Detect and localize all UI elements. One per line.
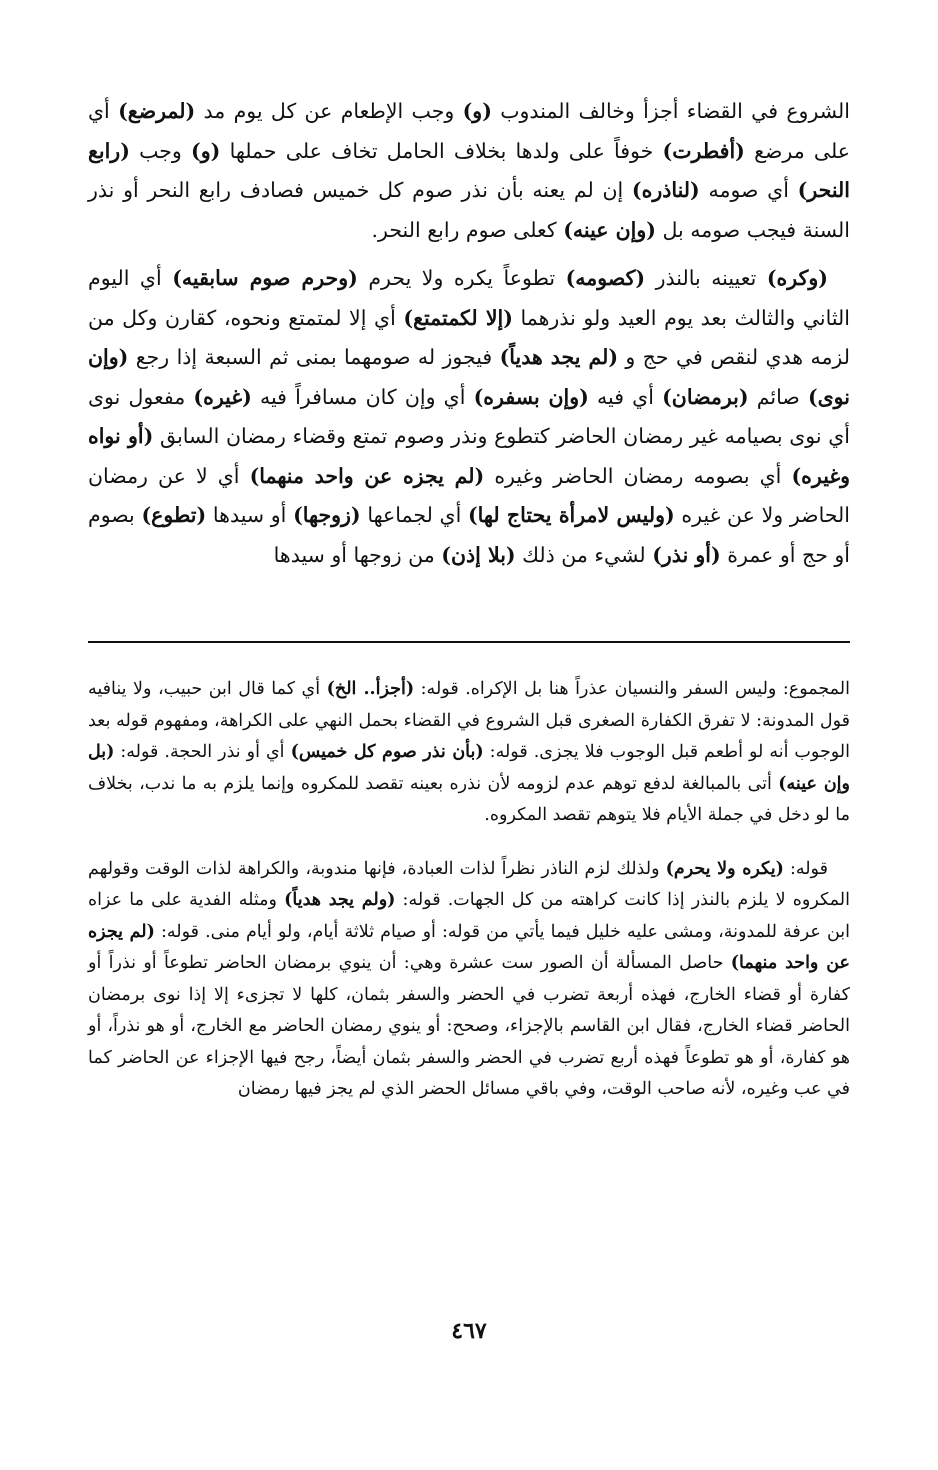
text-run: أي كما قال ابن حبيب، ولا ينافيه قول المدونة: لا تفرق الكفارة الصغرى قبل الشروع في القضاء بحمل النهي على الكراهة، ومفهوم قوله بعد الوجوب أنه لو أطعم قبل الوجوب فلا يجزى. قوله: bbox=[88, 679, 851, 762]
footnote-paragraph-1 bbox=[88, 674, 850, 832]
page-number: ٤٦٧ bbox=[451, 1318, 487, 1344]
footnote-paragraph-2 bbox=[88, 854, 850, 1106]
text-run: المجموع: وليس السفر والنسيان عذراً هنا بل الإكراه. قوله: bbox=[414, 679, 850, 699]
bold-quoted-term: (أو نذر) bbox=[652, 542, 721, 567]
bold-quoted-term: (رابع النحر) bbox=[88, 138, 850, 202]
text-run: أي وإن كان مسافراً فيه bbox=[251, 384, 474, 409]
bold-quoted-term: (لم يجزه عن واحد منهما) bbox=[249, 463, 485, 488]
text-run: تعيينه بالنذر bbox=[645, 266, 767, 290]
text-run: أي أو نذر الحجة. قوله: bbox=[114, 742, 291, 762]
bold-quoted-term: (لم يجزه عن واحد منهما) bbox=[88, 921, 850, 973]
text-run: أي لا عن رمضان الحاضر ولا عن غيره bbox=[88, 463, 850, 527]
bold-quoted-term: (أفطرت) bbox=[662, 138, 745, 163]
text-run: صائم bbox=[748, 384, 808, 409]
text-run: أو سيدها bbox=[206, 503, 294, 527]
bold-quoted-term: (ولم يجد هدياً) bbox=[284, 890, 396, 910]
text-run: وجب bbox=[129, 138, 192, 163]
bold-quoted-term: (أجزأ.. الخ) bbox=[326, 679, 415, 699]
bold-quoted-term: (لمرضع) bbox=[118, 99, 196, 123]
bold-quoted-term: (لم يجد هدياً) bbox=[499, 345, 619, 369]
text-run: وجب الإطعام عن كل يوم مد bbox=[195, 99, 463, 123]
bold-quoted-term: (برمضان) bbox=[662, 384, 749, 409]
bold-quoted-term: (كصومه) bbox=[565, 266, 646, 290]
text-run: إن لم يعنه بأن نذر صوم كل خميس فصادف رابع النحر أو نذر السنة فيجب صومه بل bbox=[88, 178, 850, 242]
text-run: أي صومه bbox=[699, 178, 798, 202]
text-run: كعلى صوم رابع النحر. bbox=[371, 217, 564, 242]
text-run: أي لجماعها bbox=[360, 503, 468, 527]
bold-quoted-term: (وإن عينه) bbox=[563, 217, 656, 242]
footnote-divider bbox=[88, 641, 850, 643]
bold-quoted-term: (و) bbox=[462, 99, 492, 123]
text-run: ولذلك لزم الناذر نظراً لذات العبادة، فإنها مندوبة، والكراهة لذات الوقت وقولهم المكروه لا يلزم بالنذر إذا كانت كراهته من كل الجهات. قوله: bbox=[88, 858, 850, 910]
text-run: تطوعاً يكره ولا يحرم bbox=[357, 266, 566, 290]
text-run: أتى بالمبالغة لدفع توهم عدم لزومه لأن نذره بعينه تقصد للمكروه وإنما يلزم به ما ندب، بخلاف ما لو دخل في جملة الأيام فلا يتوهم تقصد المكروه. bbox=[88, 773, 850, 825]
text-run: قوله: bbox=[783, 858, 828, 879]
text-run: أي فيه bbox=[588, 384, 663, 409]
bold-quoted-term: (بأن نذر صوم كل خميس) bbox=[290, 742, 484, 762]
bold-quoted-term: (وكره) bbox=[766, 266, 828, 290]
text-run: أي اليوم الثاني والثالث بعد يوم العيد ولو نذرهما bbox=[88, 266, 851, 330]
main-paragraph-2 bbox=[88, 259, 850, 575]
bold-quoted-term: (وإن بسفره) bbox=[473, 384, 589, 409]
text-run: ومثله الفدية على ما عزاه ابن عرفة للمدونة، ومشى عليه خليل فيما يأتي من قوله: أو صيام ثلاثة أيام، ولو أيام منى. قوله: bbox=[88, 890, 850, 942]
text-run: بصوم أو حج أو عمرة bbox=[88, 503, 850, 567]
bold-quoted-term: (وحرم صوم سابقيه) bbox=[172, 266, 358, 290]
bold-quoted-term: (بل وإن عينه) bbox=[88, 742, 850, 794]
text-run: لشيء من ذلك bbox=[515, 542, 653, 567]
text-run: حاصل المسألة أن الصور ست عشرة وهي: أن ينوي برمضان الحاضر تطوعاً أو نذراً أو كفارة أو قضاء الخارج، فهذه أربعة تضرب في الحضر والسفر بثمان، كلها لا تجزىء إلا إذا نوى برمضان الحاضر قضاء الخارج، فقال ابن القاسم بالإجزاء، وصحح: أو ينوي رمضان الحاضر مع الخارج، أو هو نذراً، أو هو كفارة، أو هو تطوعاً فهذه أربع تضرب في الحضر والسفر بثمان أيضاً، رجح فيها الإجزاء عن الحاضر كما في عب وغيره، لأنه صاحب الوقت، وفي باقي مسائل الحضر الذي لم يجز فيها رمضان bbox=[88, 953, 850, 1099]
footnotes-block bbox=[88, 674, 850, 1120]
text-run: أي على مرضع bbox=[88, 99, 850, 163]
bold-quoted-term: (تطوع) bbox=[141, 503, 207, 527]
text-run: مفعول نوى أي نوى بصيامه غير رمضان الحاضر كتطوع ونذر وصوم تمتع وقضاء رمضان السابق bbox=[88, 384, 850, 448]
bold-quoted-term: (غيره) bbox=[193, 384, 252, 409]
main-text-block bbox=[88, 92, 850, 584]
bold-quoted-term: (لناذره) bbox=[631, 178, 700, 202]
bold-quoted-term: (و) bbox=[191, 138, 221, 163]
main-paragraph-1 bbox=[88, 92, 850, 250]
text-run: أي إلا لمتمتع ونحوه، كقارن وكل من لزمه هدي لنقص في حج و bbox=[88, 305, 850, 369]
text-run: أي بصومه رمضان الحاضر وغيره bbox=[484, 463, 792, 488]
text-run: خوفاً على ولدها بخلاف الحامل تخاف على حملها bbox=[220, 138, 663, 163]
text-run: من زوجها أو سيدها bbox=[273, 542, 442, 567]
text-run: الشروع في القضاء أجزأ وخالف المندوب bbox=[491, 99, 850, 123]
bold-quoted-term: (بلا إذن) bbox=[441, 542, 516, 567]
bold-quoted-term: (وإن نوى) bbox=[88, 345, 850, 409]
bold-quoted-term: (زوجها) bbox=[293, 503, 361, 527]
bold-quoted-term: (أو نواه وغيره) bbox=[88, 424, 851, 488]
bold-quoted-term: (وليس لامرأة يحتاج لها) bbox=[467, 503, 675, 527]
text-run: فيجوز له صومهما بمنى ثم السبعة إذا رجع bbox=[128, 345, 500, 369]
bold-quoted-term: (يكره ولا يحرم) bbox=[665, 858, 784, 879]
bold-quoted-term: (إلا لكمتمتع) bbox=[403, 305, 513, 330]
